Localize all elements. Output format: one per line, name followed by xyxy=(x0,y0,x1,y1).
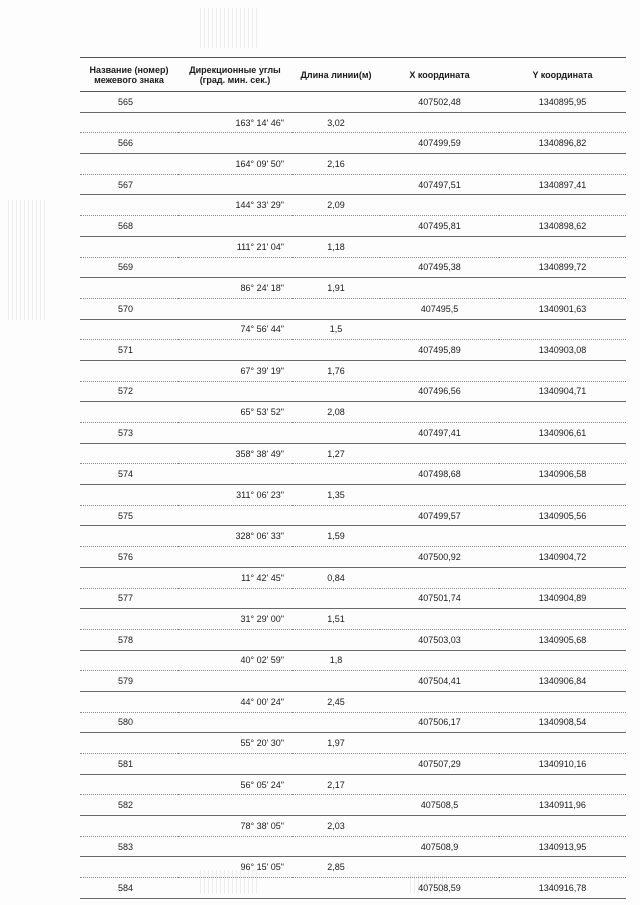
x-coordinate-cell: 407495,89 xyxy=(380,340,499,361)
mark-name-cell: 577 xyxy=(80,588,178,609)
line-length-cell xyxy=(292,878,380,899)
line-length-cell xyxy=(292,174,380,195)
y-coordinate-cell: 1340905,56 xyxy=(499,505,626,526)
y-coordinate-cell: 1340903,08 xyxy=(499,340,626,361)
x-coordinate-cell xyxy=(380,195,499,216)
y-coordinate-cell: 1340906,84 xyxy=(499,671,626,692)
direction-angle-cell xyxy=(178,547,292,568)
mark-row xyxy=(80,133,626,154)
mark-row xyxy=(80,216,626,237)
y-coordinate-cell xyxy=(499,567,626,588)
segment-row xyxy=(80,650,626,671)
y-coordinate-cell xyxy=(499,236,626,257)
y-coordinate-cell: 1340904,72 xyxy=(499,547,626,568)
line-length-cell: 1,5 xyxy=(292,319,380,340)
x-coordinate-cell xyxy=(380,319,499,340)
segment-row xyxy=(80,195,626,216)
boundary-marks-table xyxy=(80,57,626,899)
x-coordinate-cell xyxy=(380,443,499,464)
mark-row xyxy=(80,588,626,609)
y-coordinate-cell: 1340906,58 xyxy=(499,464,626,485)
mark-name-cell: 568 xyxy=(80,216,178,237)
mark-row xyxy=(80,878,626,899)
line-length-cell: 2,09 xyxy=(292,195,380,216)
direction-angle-cell xyxy=(178,588,292,609)
direction-angle-cell: 86° 24' 18" xyxy=(178,278,292,299)
mark-name-cell: 575 xyxy=(80,505,178,526)
x-coordinate-cell xyxy=(380,774,499,795)
segment-row xyxy=(80,154,626,175)
line-length-cell: 3,02 xyxy=(292,112,380,133)
y-coordinate-cell xyxy=(499,774,626,795)
direction-angle-cell xyxy=(178,795,292,816)
x-coordinate-cell xyxy=(380,609,499,630)
line-length-cell xyxy=(292,257,380,278)
mark-row xyxy=(80,340,626,361)
x-coordinate-cell xyxy=(380,733,499,754)
mark-row xyxy=(80,257,626,278)
line-length-cell: 1,76 xyxy=(292,360,380,381)
y-coordinate-cell: 1340906,61 xyxy=(499,423,626,444)
line-length-cell: 1,51 xyxy=(292,609,380,630)
x-coordinate-cell: 407503,03 xyxy=(380,629,499,650)
y-coordinate-cell xyxy=(499,691,626,712)
y-coordinate-cell xyxy=(499,857,626,878)
x-coordinate-cell: 407502,48 xyxy=(380,92,499,113)
line-length-cell: 1,59 xyxy=(292,526,380,547)
direction-angle-cell xyxy=(178,836,292,857)
line-length-cell xyxy=(292,836,380,857)
y-coordinate-cell xyxy=(499,360,626,381)
x-coordinate-cell xyxy=(380,526,499,547)
x-coordinate-cell: 407508,9 xyxy=(380,836,499,857)
direction-angle-cell: 163° 14' 46" xyxy=(178,112,292,133)
direction-angle-cell xyxy=(178,423,292,444)
mark-name-cell xyxy=(80,526,178,547)
mark-name-cell xyxy=(80,278,178,299)
line-length-cell xyxy=(292,92,380,113)
segment-row xyxy=(80,733,626,754)
direction-angle-cell: 67° 39' 19" xyxy=(178,360,292,381)
direction-angle-cell xyxy=(178,878,292,899)
x-coordinate-cell xyxy=(380,816,499,837)
table-body xyxy=(80,92,626,899)
x-coordinate-cell xyxy=(380,154,499,175)
direction-angle-cell: 144° 33' 29" xyxy=(178,195,292,216)
y-coordinate-cell xyxy=(499,443,626,464)
direction-angle-cell xyxy=(178,381,292,402)
direction-angle-cell: 328° 06' 33" xyxy=(178,526,292,547)
header-x-coordinate: X координата xyxy=(380,58,499,92)
y-coordinate-cell: 1340913,95 xyxy=(499,836,626,857)
x-coordinate-cell: 407499,57 xyxy=(380,505,499,526)
mark-name-cell: 584 xyxy=(80,878,178,899)
line-length-cell: 2,45 xyxy=(292,691,380,712)
x-coordinate-cell xyxy=(380,691,499,712)
x-coordinate-cell xyxy=(380,236,499,257)
direction-angle-cell xyxy=(178,257,292,278)
direction-angle-cell: 78° 38' 05" xyxy=(178,816,292,837)
mark-row xyxy=(80,795,626,816)
line-length-cell xyxy=(292,588,380,609)
line-length-cell: 2,03 xyxy=(292,816,380,837)
x-coordinate-cell: 407506,17 xyxy=(380,712,499,733)
line-length-cell xyxy=(292,712,380,733)
y-coordinate-cell: 1340908,54 xyxy=(499,712,626,733)
x-coordinate-cell xyxy=(380,112,499,133)
mark-name-cell xyxy=(80,360,178,381)
mark-row xyxy=(80,92,626,113)
x-coordinate-cell xyxy=(380,650,499,671)
mark-row xyxy=(80,712,626,733)
y-coordinate-cell: 1340916,78 xyxy=(499,878,626,899)
direction-angle-cell xyxy=(178,298,292,319)
x-coordinate-cell: 407501,74 xyxy=(380,588,499,609)
x-coordinate-cell: 407508,59 xyxy=(380,878,499,899)
direction-angle-cell xyxy=(178,671,292,692)
y-coordinate-cell xyxy=(499,816,626,837)
mark-name-cell xyxy=(80,319,178,340)
segment-row xyxy=(80,278,626,299)
mark-row xyxy=(80,629,626,650)
direction-angle-cell: 55° 20' 30" xyxy=(178,733,292,754)
header-direction-angle: Дирекционные углы (град. мин. сек.) xyxy=(178,58,292,92)
y-coordinate-cell: 1340904,71 xyxy=(499,381,626,402)
mark-name-cell: 583 xyxy=(80,836,178,857)
x-coordinate-cell xyxy=(380,360,499,381)
y-coordinate-cell xyxy=(499,609,626,630)
y-coordinate-cell: 1340904,89 xyxy=(499,588,626,609)
direction-angle-cell: 358° 38' 49" xyxy=(178,443,292,464)
mark-row xyxy=(80,505,626,526)
mark-name-cell: 574 xyxy=(80,464,178,485)
mark-name-cell xyxy=(80,609,178,630)
line-length-cell: 2,16 xyxy=(292,154,380,175)
segment-row xyxy=(80,360,626,381)
mark-name-cell xyxy=(80,691,178,712)
direction-angle-cell: 111° 21' 04" xyxy=(178,236,292,257)
mark-name-cell: 569 xyxy=(80,257,178,278)
line-length-cell: 1,97 xyxy=(292,733,380,754)
mark-row xyxy=(80,464,626,485)
mark-name-cell: 567 xyxy=(80,174,178,195)
header-mark-name: Название (номер) межевого знака xyxy=(80,58,178,92)
x-coordinate-cell xyxy=(380,485,499,506)
direction-angle-cell: 74° 56' 44" xyxy=(178,319,292,340)
x-coordinate-cell: 407497,51 xyxy=(380,174,499,195)
y-coordinate-cell xyxy=(499,278,626,299)
direction-angle-cell xyxy=(178,340,292,361)
direction-angle-cell: 311° 06' 23" xyxy=(178,485,292,506)
x-coordinate-cell: 407496,56 xyxy=(380,381,499,402)
y-coordinate-cell xyxy=(499,650,626,671)
y-coordinate-cell: 1340895,95 xyxy=(499,92,626,113)
mark-name-cell xyxy=(80,195,178,216)
direction-angle-cell: 96° 15' 05" xyxy=(178,857,292,878)
x-coordinate-cell: 407504,41 xyxy=(380,671,499,692)
line-length-cell xyxy=(292,340,380,361)
mark-name-cell xyxy=(80,774,178,795)
mark-name-cell xyxy=(80,650,178,671)
y-coordinate-cell: 1340897,41 xyxy=(499,174,626,195)
x-coordinate-cell: 407497,41 xyxy=(380,423,499,444)
segment-row xyxy=(80,816,626,837)
mark-name-cell: 579 xyxy=(80,671,178,692)
direction-angle-cell: 65° 53' 52" xyxy=(178,402,292,423)
mark-row xyxy=(80,381,626,402)
line-length-cell: 2,85 xyxy=(292,857,380,878)
direction-angle-cell xyxy=(178,174,292,195)
segment-row xyxy=(80,236,626,257)
line-length-cell xyxy=(292,216,380,237)
direction-angle-cell: 11° 42' 45" xyxy=(178,567,292,588)
line-length-cell: 1,35 xyxy=(292,485,380,506)
x-coordinate-cell xyxy=(380,857,499,878)
segment-row xyxy=(80,691,626,712)
mark-row xyxy=(80,754,626,775)
y-coordinate-cell xyxy=(499,319,626,340)
line-length-cell xyxy=(292,629,380,650)
line-length-cell: 1,91 xyxy=(292,278,380,299)
line-length-cell xyxy=(292,381,380,402)
line-length-cell: 1,18 xyxy=(292,236,380,257)
direction-angle-cell xyxy=(178,133,292,154)
direction-angle-cell: 164° 09' 50" xyxy=(178,154,292,175)
y-coordinate-cell xyxy=(499,112,626,133)
mark-name-cell: 566 xyxy=(80,133,178,154)
x-coordinate-cell xyxy=(380,567,499,588)
segment-row xyxy=(80,526,626,547)
y-coordinate-cell: 1340898,62 xyxy=(499,216,626,237)
line-length-cell xyxy=(292,423,380,444)
segment-row xyxy=(80,609,626,630)
line-length-cell xyxy=(292,298,380,319)
y-coordinate-cell: 1340901,63 xyxy=(499,298,626,319)
line-length-cell xyxy=(292,547,380,568)
segment-row xyxy=(80,857,626,878)
mark-name-cell: 582 xyxy=(80,795,178,816)
mark-name-cell: 578 xyxy=(80,629,178,650)
direction-angle-cell xyxy=(178,712,292,733)
mark-row xyxy=(80,547,626,568)
direction-angle-cell xyxy=(178,754,292,775)
x-coordinate-cell xyxy=(380,278,499,299)
mark-name-cell xyxy=(80,485,178,506)
direction-angle-cell xyxy=(178,216,292,237)
y-coordinate-cell: 1340899,72 xyxy=(499,257,626,278)
segment-row xyxy=(80,112,626,133)
mark-name-cell xyxy=(80,733,178,754)
line-length-cell xyxy=(292,795,380,816)
mark-row xyxy=(80,298,626,319)
direction-angle-cell xyxy=(178,92,292,113)
x-coordinate-cell: 407507,29 xyxy=(380,754,499,775)
mark-name-cell xyxy=(80,236,178,257)
header-y-coordinate: Y координата xyxy=(499,58,626,92)
mark-row xyxy=(80,836,626,857)
mark-name-cell xyxy=(80,154,178,175)
mark-name-cell: 573 xyxy=(80,423,178,444)
y-coordinate-cell: 1340905,68 xyxy=(499,629,626,650)
y-coordinate-cell xyxy=(499,485,626,506)
mark-name-cell: 571 xyxy=(80,340,178,361)
x-coordinate-cell: 407495,81 xyxy=(380,216,499,237)
y-coordinate-cell: 1340911,96 xyxy=(499,795,626,816)
segment-row xyxy=(80,774,626,795)
mark-name-cell: 570 xyxy=(80,298,178,319)
y-coordinate-cell xyxy=(499,195,626,216)
y-coordinate-cell xyxy=(499,733,626,754)
y-coordinate-cell: 1340910,16 xyxy=(499,754,626,775)
direction-angle-cell xyxy=(178,505,292,526)
mark-name-cell xyxy=(80,402,178,423)
mark-name-cell xyxy=(80,857,178,878)
mark-name-cell xyxy=(80,112,178,133)
mark-name-cell: 581 xyxy=(80,754,178,775)
mark-row xyxy=(80,174,626,195)
line-length-cell: 0,84 xyxy=(292,567,380,588)
x-coordinate-cell: 407500,92 xyxy=(380,547,499,568)
x-coordinate-cell: 407498,68 xyxy=(380,464,499,485)
line-length-cell xyxy=(292,671,380,692)
line-length-cell: 2,08 xyxy=(292,402,380,423)
x-coordinate-cell xyxy=(380,402,499,423)
direction-angle-cell: 40° 02' 59" xyxy=(178,650,292,671)
y-coordinate-cell xyxy=(499,154,626,175)
line-length-cell: 1,8 xyxy=(292,650,380,671)
mark-name-cell: 572 xyxy=(80,381,178,402)
line-length-cell xyxy=(292,464,380,485)
direction-angle-cell: 31° 29' 00" xyxy=(178,609,292,630)
mark-name-cell: 576 xyxy=(80,547,178,568)
mark-name-cell: 580 xyxy=(80,712,178,733)
header-line-length: Длина линии(м) xyxy=(292,58,380,92)
x-coordinate-cell: 407508,5 xyxy=(380,795,499,816)
x-coordinate-cell: 407495,5 xyxy=(380,298,499,319)
direction-angle-cell: 44° 00' 24" xyxy=(178,691,292,712)
direction-angle-cell xyxy=(178,629,292,650)
mark-name-cell: 565 xyxy=(80,92,178,113)
table-header-row xyxy=(80,58,626,92)
line-length-cell: 1,27 xyxy=(292,443,380,464)
scan-noise-left xyxy=(8,200,48,320)
segment-row xyxy=(80,567,626,588)
mark-row xyxy=(80,671,626,692)
direction-angle-cell: 56° 05' 24" xyxy=(178,774,292,795)
line-length-cell xyxy=(292,754,380,775)
scan-noise-top xyxy=(200,8,260,48)
segment-row xyxy=(80,485,626,506)
x-coordinate-cell: 407495,38 xyxy=(380,257,499,278)
y-coordinate-cell xyxy=(499,526,626,547)
segment-row xyxy=(80,319,626,340)
mark-name-cell xyxy=(80,816,178,837)
segment-row xyxy=(80,443,626,464)
line-length-cell xyxy=(292,133,380,154)
y-coordinate-cell xyxy=(499,402,626,423)
line-length-cell: 2,17 xyxy=(292,774,380,795)
line-length-cell xyxy=(292,505,380,526)
x-coordinate-cell: 407499,59 xyxy=(380,133,499,154)
mark-name-cell xyxy=(80,567,178,588)
direction-angle-cell xyxy=(178,464,292,485)
mark-row xyxy=(80,423,626,444)
y-coordinate-cell: 1340896,82 xyxy=(499,133,626,154)
mark-name-cell xyxy=(80,443,178,464)
segment-row xyxy=(80,402,626,423)
